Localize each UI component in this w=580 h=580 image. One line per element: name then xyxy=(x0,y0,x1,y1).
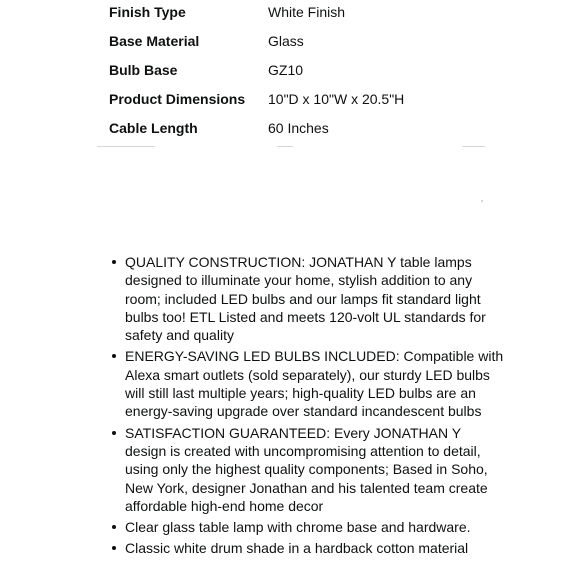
spec-value: GZ10 xyxy=(268,62,304,78)
spec-row-cable-length xyxy=(0,118,580,147)
feature-bullet: Classic white drum shade in a hardback cotton material xyxy=(125,539,505,557)
spec-value: Glass xyxy=(268,33,304,49)
section-divider xyxy=(277,146,293,147)
feature-bullet: SATISFACTION GUARANTEED: Every JONATHAN Y design is created with uncompromising attention to detail, using only the highest quality components; Based in Soho, New York, designer Jonathan and his talented team create affordable high-end home decor xyxy=(125,424,505,515)
section-divider xyxy=(97,146,155,147)
feature-bullet: QUALITY CONSTRUCTION: JONATHAN Y table lamps designed to illuminate your home, stylish addition to any room; included LED bulbs and our lamps fit standard light bulbs too! ETL Listed and meets 120-volt UL standards for safety and quality xyxy=(125,253,505,344)
feature-bullet-list xyxy=(100,253,505,561)
section-divider xyxy=(462,146,485,147)
spec-value: 10"D x 10"W x 20.5"H xyxy=(268,91,405,107)
spec-value: White Finish xyxy=(268,4,346,20)
spec-row-product-dimensions xyxy=(0,89,580,118)
spec-key: Cable Length xyxy=(109,120,198,136)
feature-bullet: Clear glass table lamp with chrome base and hardware. xyxy=(125,518,505,536)
spec-value: 60 Inches xyxy=(268,120,329,136)
decorative-dot xyxy=(481,200,483,202)
feature-bullet: ENERGY-SAVING LED BULBS INCLUDED: Compatible with Alexa smart outlets (sold separately), our sturdy LED bulbs will still last multiple years; high-quality LED bulbs are an energy-saving upgrade over standard incandescent bulbs xyxy=(125,348,504,420)
spec-key: Bulb Base xyxy=(109,62,178,78)
spec-row-base-material xyxy=(0,31,580,60)
spec-row-bulb-base xyxy=(0,60,580,89)
spec-key: Product Dimensions xyxy=(109,91,246,107)
spec-key: Base Material xyxy=(109,33,200,49)
spec-row-finish-type xyxy=(0,2,580,31)
spec-key: Finish Type xyxy=(109,4,186,20)
